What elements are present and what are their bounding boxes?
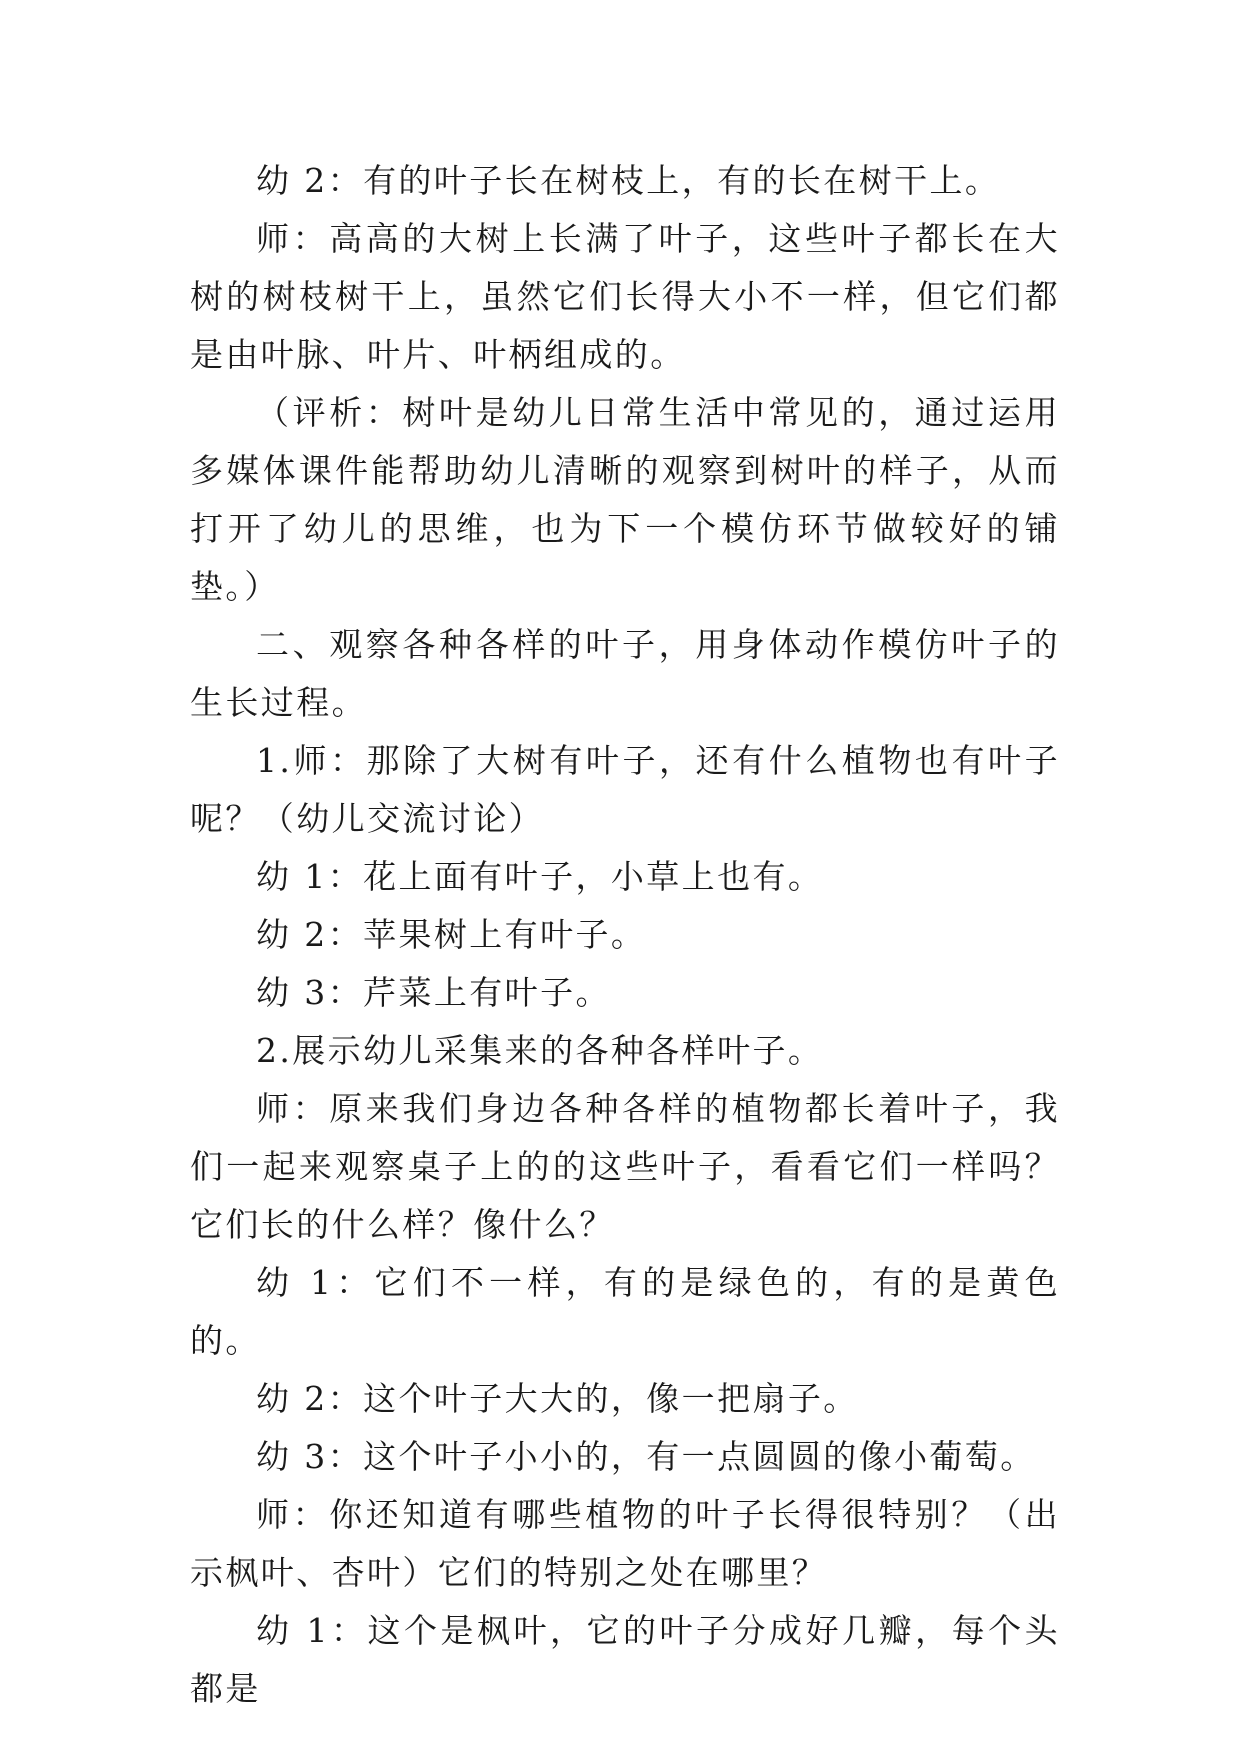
paragraph-child3-grape: 幼 3：这个叶子小小的，有一点圆圆的像小葡萄。 — [256, 1437, 1036, 1476]
paragraph-teacher-tree-leaves: 师：高高的大树上长满了叶子，这些叶子都长在大树的树枝树干上，虽然它们长得大小不一样，但它们都是由叶脉、叶片、叶柄组成的。 — [190, 219, 1060, 374]
paragraph-child2-fan: 幼 2：这个叶子大大的，像一把扇子。 — [256, 1379, 859, 1418]
paragraph-child1-maple: 幼 1：这个是枫叶，它的叶子分成好几瓣，每个头都是 — [190, 1611, 1060, 1708]
paragraph-child1-colors: 幼 1：它们不一样，有的是绿色的，有的是黄色的。 — [190, 1263, 1060, 1360]
paragraph-child2-branches: 幼 2：有的叶子长在树枝上，有的长在树干上。 — [256, 161, 1001, 200]
paragraph-child1-flowers: 幼 1：花上面有叶子，小草上也有。 — [256, 857, 824, 896]
paragraph-teacher-observe-table: 师：原来我们身边各种各样的植物都长着叶子，我们一起来观察桌子上的的这些叶子，看看它们一样吗？它们长的什么样？像什么？ — [190, 1089, 1060, 1244]
document-page — [190, 152, 1060, 1718]
section-heading-observe-leaves: 二、观察各种各样的叶子，用身体动作模仿叶子的生长过程。 — [190, 625, 1060, 722]
paragraph-child3-celery: 幼 3：芹菜上有叶子。 — [256, 973, 611, 1012]
paragraph-child2-apple: 幼 2：苹果树上有叶子。 — [256, 915, 647, 954]
paragraph-step2-display: 2.展示幼儿采集来的各种各样叶子。 — [256, 1031, 824, 1070]
paragraph-teacher-special-leaves: 师：你还知道有哪些植物的叶子长得很特别？（出示枫叶、杏叶）它们的特别之处在哪里？ — [190, 1495, 1060, 1592]
paragraph-commentary: （评析：树叶是幼儿日常生活中常见的，通过运用多媒体课件能帮助幼儿清晰的观察到树叶的样子，从而打开了幼儿的思维，也为下一个模仿环节做较好的铺垫。） — [190, 393, 1060, 606]
paragraph-teacher-question-1: 1.师：那除了大树有叶子，还有什么植物也有叶子呢？（幼儿交流讨论） — [190, 741, 1060, 838]
